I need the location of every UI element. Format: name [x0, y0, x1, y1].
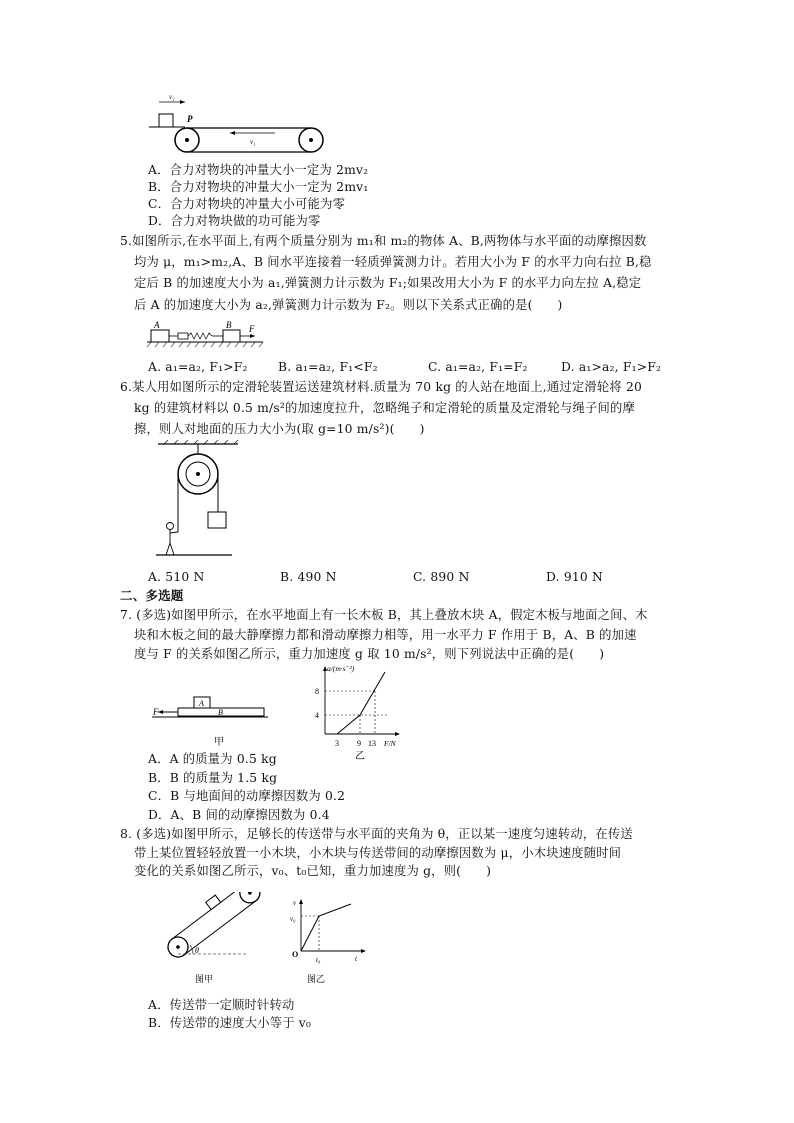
- building-material-box: [208, 512, 226, 528]
- q7-option-a: A．A 的质量为 0.5 kg: [148, 752, 277, 766]
- label-origin: O: [292, 950, 299, 959]
- q5-option-b: B. a₁=a₂, F₁<F₂: [278, 360, 378, 374]
- label-f: F: [153, 707, 159, 717]
- label-b: B: [218, 708, 223, 717]
- figure-spring-blocks: [145, 318, 270, 350]
- q8-stem-line3: 变化的关系如图乙所示，v₀、t₀已知，重力加速度为 g，则( ): [134, 864, 492, 878]
- q6-stem-line1: 6.某人用如图所示的定滑轮装置运送建筑材料.质量为 70 kg 的人站在地面上,通过定滑轮将 20: [120, 380, 642, 394]
- x-axis-label: F/N: [384, 739, 396, 748]
- label-v0: v₀: [290, 915, 296, 923]
- q5-option-d: D. a₁>a₂, F₁>F₂: [561, 360, 662, 374]
- block: [159, 114, 173, 127]
- acceleration-line: [337, 672, 385, 734]
- figure-pulley-person: [150, 440, 240, 560]
- q4-option-b: B．合力对物块的冲量大小一定为 2mv₁: [148, 180, 369, 194]
- q8-stem-line2: 带上某位置轻轻放置一小木块，小木块与传送带间的动摩擦因数为 μ，小木块速度随时间: [134, 846, 622, 860]
- section-heading-multiple-choice: 二、多选题: [120, 588, 184, 603]
- label-theta: θ: [195, 946, 199, 955]
- q6-option-a: A. 510 N: [148, 570, 205, 584]
- label-f: F: [249, 324, 255, 334]
- q6-option-b: B. 490 N: [280, 570, 337, 584]
- q5-stem-line2: 均为 μ，m₁>m₂,A、B 间水平连接着一轻质弹簧测力计。若用大小为 F 的水平力向右拉 B,稳: [134, 255, 652, 269]
- caption-jia: 甲: [214, 737, 224, 748]
- q7-option-d: D．A、B 间的动摩擦因数为 0.4: [148, 808, 330, 822]
- q6-option-d: D. 910 N: [546, 570, 603, 584]
- figure-q7-board-block: [150, 690, 270, 748]
- label-v2: v₂: [169, 93, 175, 101]
- tick-y-8: 8: [315, 687, 319, 696]
- label-a: A: [154, 320, 160, 330]
- tick-y-4: 4: [315, 711, 319, 720]
- q4-option-d: D．合力对物块做的功可能为零: [148, 214, 321, 228]
- label-b: B: [226, 320, 232, 330]
- q8-option-b: B．传送带的速度大小等于 v₀: [148, 1016, 312, 1030]
- figure-q8-vt-graph: [285, 895, 370, 987]
- label-p: P: [187, 114, 193, 124]
- velocity-line: [301, 904, 351, 951]
- q5-option-c: C. a₁=a₂, F₁=F₂: [428, 360, 528, 374]
- q8-option-a: A．传送带一定顺时针转动: [148, 998, 295, 1012]
- y-axis-label: v: [293, 899, 297, 907]
- q6-option-c: C. 890 N: [413, 570, 470, 584]
- q5-stem-line3: 定后 B 的加速度大小为 a₁,弹簧测力计示数为 F₁;如果改用大小为 F 的水平力向左拉 A,稳定: [134, 276, 642, 290]
- caption-yi: 乙: [355, 751, 365, 762]
- caption-figure-jia: 图甲: [195, 974, 214, 984]
- q7-stem-line3: 度与 F 的关系如图乙所示，重力加速度 g 取 10 m/s²，则下列说法中正确的是( ): [134, 647, 605, 661]
- q7-stem-line2: 块和木板之间的最大静摩擦力都和滑动摩擦力相等，用一水平力 F 作用于 B，A、B 的加速: [134, 628, 637, 642]
- figure-q8-inclined-belt: [165, 892, 265, 987]
- label-v1: v₁: [250, 138, 256, 146]
- figure-q7-graph: [305, 662, 410, 762]
- q4-option-c: C．合力对物块的冲量大小可能为零: [148, 197, 346, 211]
- tick-x-9: 9: [357, 739, 361, 748]
- q7-option-b: B．B 的质量为 1.5 kg: [148, 771, 278, 785]
- q4-option-a: A．合力对物块的冲量大小一定为 2mv₂: [148, 163, 369, 177]
- q5-stem-line4: 后 A 的加速度大小为 a₂,弹簧测力计示数为 F₂。则以下关系式正确的是( ): [134, 298, 563, 312]
- y-axis-label: a/(m·s⁻²): [327, 664, 355, 673]
- caption-figure-yi: 图乙: [307, 974, 326, 984]
- tick-x-3: 3: [335, 739, 339, 748]
- q6-stem-line2: kg 的建筑材料以 0.5 m/s²的加速度拉升，忽略绳子和定滑轮的质量及定滑轮与绳子间的摩: [134, 401, 635, 415]
- figure-conveyor-1: [145, 92, 335, 162]
- q7-stem-line1: 7. (多选)如图甲所示，在水平地面上有一长木板 B，其上叠放木块 A，假定木板与地面之间、木: [120, 608, 648, 622]
- q5-stem-line1: 5.如图所示,在水平面上,有两个质量分别为 m₁和 m₂的物体 A、B,两物体与水平面的动摩擦因数: [120, 234, 647, 248]
- q8-stem-line1: 8. (多选)如图甲所示，足够长的传送带与水平面的夹角为 θ，正以某一速度匀速转动，在传送: [120, 827, 633, 841]
- q6-stem-line3: 擦，则人对地面的压力大小为(取 g=10 m/s²)( ): [134, 422, 425, 436]
- label-t0: t₀: [316, 956, 321, 964]
- x-axis-label: t: [355, 955, 357, 963]
- q7-option-c: C．B 与地面间的动摩擦因数为 0.2: [148, 789, 346, 803]
- person: [167, 523, 174, 530]
- q5-option-a: A. a₁=a₂, F₁>F₂: [148, 360, 248, 374]
- tick-x-13: 13: [368, 739, 376, 748]
- label-a: A: [199, 699, 204, 708]
